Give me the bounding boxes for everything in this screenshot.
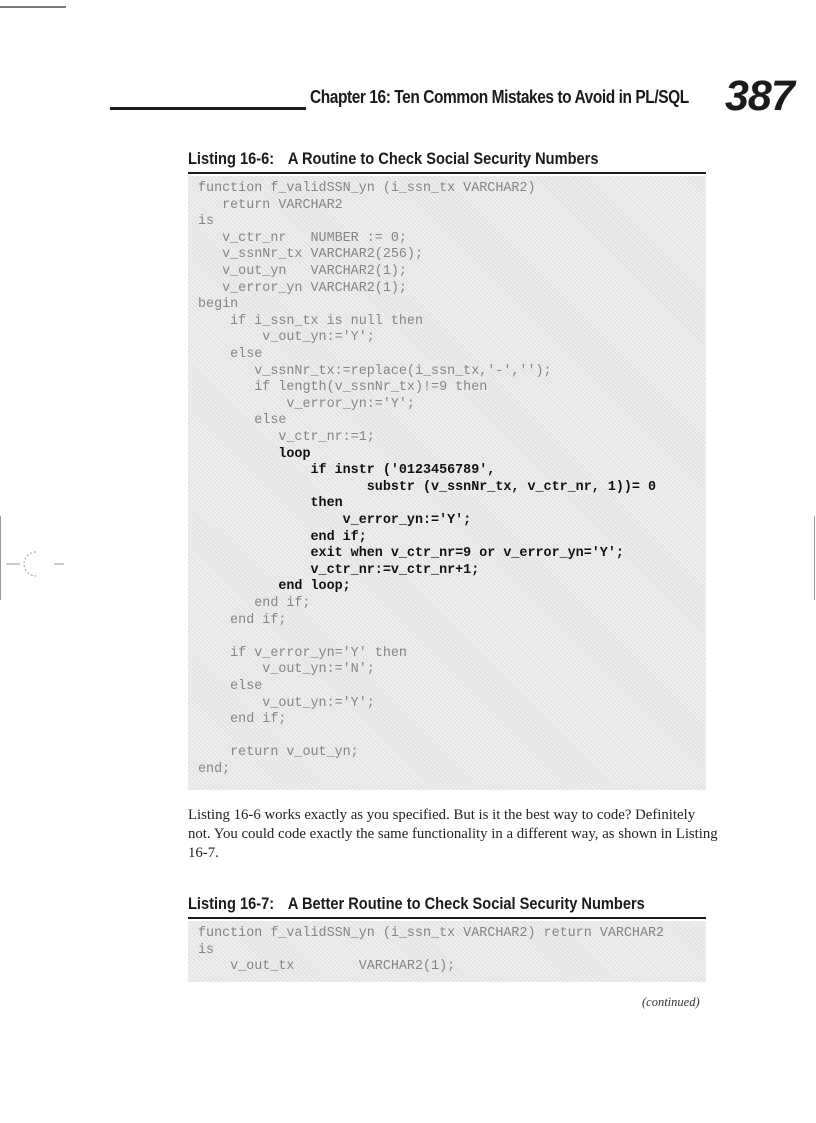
code-line: is	[198, 942, 215, 958]
listing-16-7-caption	[188, 894, 645, 914]
code-line: v_out_yn:='Y';	[198, 695, 375, 711]
listing-16-7-label: Listing 16-7:	[188, 894, 275, 913]
code-line: if i_ssn_tx is null then	[198, 313, 423, 329]
code-line: return v_out_yn;	[198, 745, 359, 761]
listing-16-6-caption	[188, 149, 598, 169]
code-line: end if;	[198, 529, 367, 545]
code-line: v_error_yn:='Y';	[198, 513, 472, 528]
code-line: v_ssnNr_tx VARCHAR2(256);	[198, 247, 423, 263]
listing-16-6-rule	[188, 172, 706, 174]
code-line: end if;	[198, 612, 287, 628]
listing-16-7-rule	[188, 917, 706, 919]
code-line: v_out_yn:='Y';	[198, 330, 375, 346]
code-line: if instr ('0123456789',	[198, 463, 496, 479]
code-line: then	[198, 496, 343, 512]
code-line: v_out_yn:='N';	[198, 662, 375, 678]
code-line: substr (v_ssnNr_tx, v_ctr_nr, 1))= 0	[198, 479, 657, 495]
code-line: return VARCHAR2	[198, 197, 343, 213]
code-line: if v_error_yn='Y' then	[198, 645, 407, 661]
page-number: 387	[725, 72, 794, 120]
body-paragraph: Listing 16-6 works exactly as you specified. But is it the best way to code? Definitely not. You could code exactly the same functionality in a different way, as shown in Listing 16-7.	[188, 807, 718, 861]
code-line: else	[198, 413, 287, 429]
code-line: end if;	[198, 712, 287, 728]
header-rule	[110, 107, 306, 110]
continued-note: (continued)	[642, 995, 700, 1009]
listing-16-7-title: A Better Routine to Check Social Security Numbers	[287, 894, 645, 913]
listing-16-7-code-block	[188, 921, 706, 982]
code-line: else	[198, 679, 263, 694]
listing-16-6-code-block	[188, 176, 706, 790]
code-line: end loop;	[198, 579, 351, 595]
chapter-title: Chapter 16: Ten Common Mistakes to Avoid in PL/SQL	[310, 87, 689, 107]
code-line: exit when v_ctr_nr=9 or v_error_yn='Y';	[198, 546, 624, 562]
code-line: v_ctr_nr:=v_ctr_nr+1;	[198, 562, 480, 578]
right-crop-line	[814, 516, 815, 600]
code-line: if length(v_ssnNr_tx)!=9 then	[198, 380, 488, 396]
code-line: function f_validSSN_yn (i_ssn_tx VARCHAR2) return VARCHAR2	[198, 926, 665, 941]
code-line: v_out_yn VARCHAR2(1);	[198, 264, 407, 279]
code-line: end;	[198, 762, 231, 777]
code-line: begin	[198, 297, 239, 313]
code-line: function f_validSSN_yn (i_ssn_tx VARCHAR2)	[198, 181, 536, 196]
code-line: v_ctr_nr:=1;	[198, 430, 375, 445]
code-line: v_out_tx VARCHAR2(1);	[198, 959, 456, 975]
code-line: else	[198, 347, 263, 362]
code-line: is	[198, 214, 215, 230]
left-crop-line	[0, 516, 1, 600]
code-line: v_ctr_nr NUMBER := 0;	[198, 230, 407, 246]
registration-mark-icon	[6, 544, 64, 584]
code-line: v_error_yn VARCHAR2(1);	[198, 280, 407, 296]
code-line: v_error_yn:='Y';	[198, 396, 415, 412]
listing-16-6-label: Listing 16-6:	[188, 149, 275, 168]
code-line: end if;	[198, 596, 311, 611]
listing-16-6-title: A Routine to Check Social Security Numbers	[287, 149, 599, 168]
top-edge-rule	[0, 6, 66, 8]
code-line: v_ssnNr_tx:=replace(i_ssn_tx,'-','');	[198, 363, 552, 379]
code-line: loop	[198, 446, 311, 462]
